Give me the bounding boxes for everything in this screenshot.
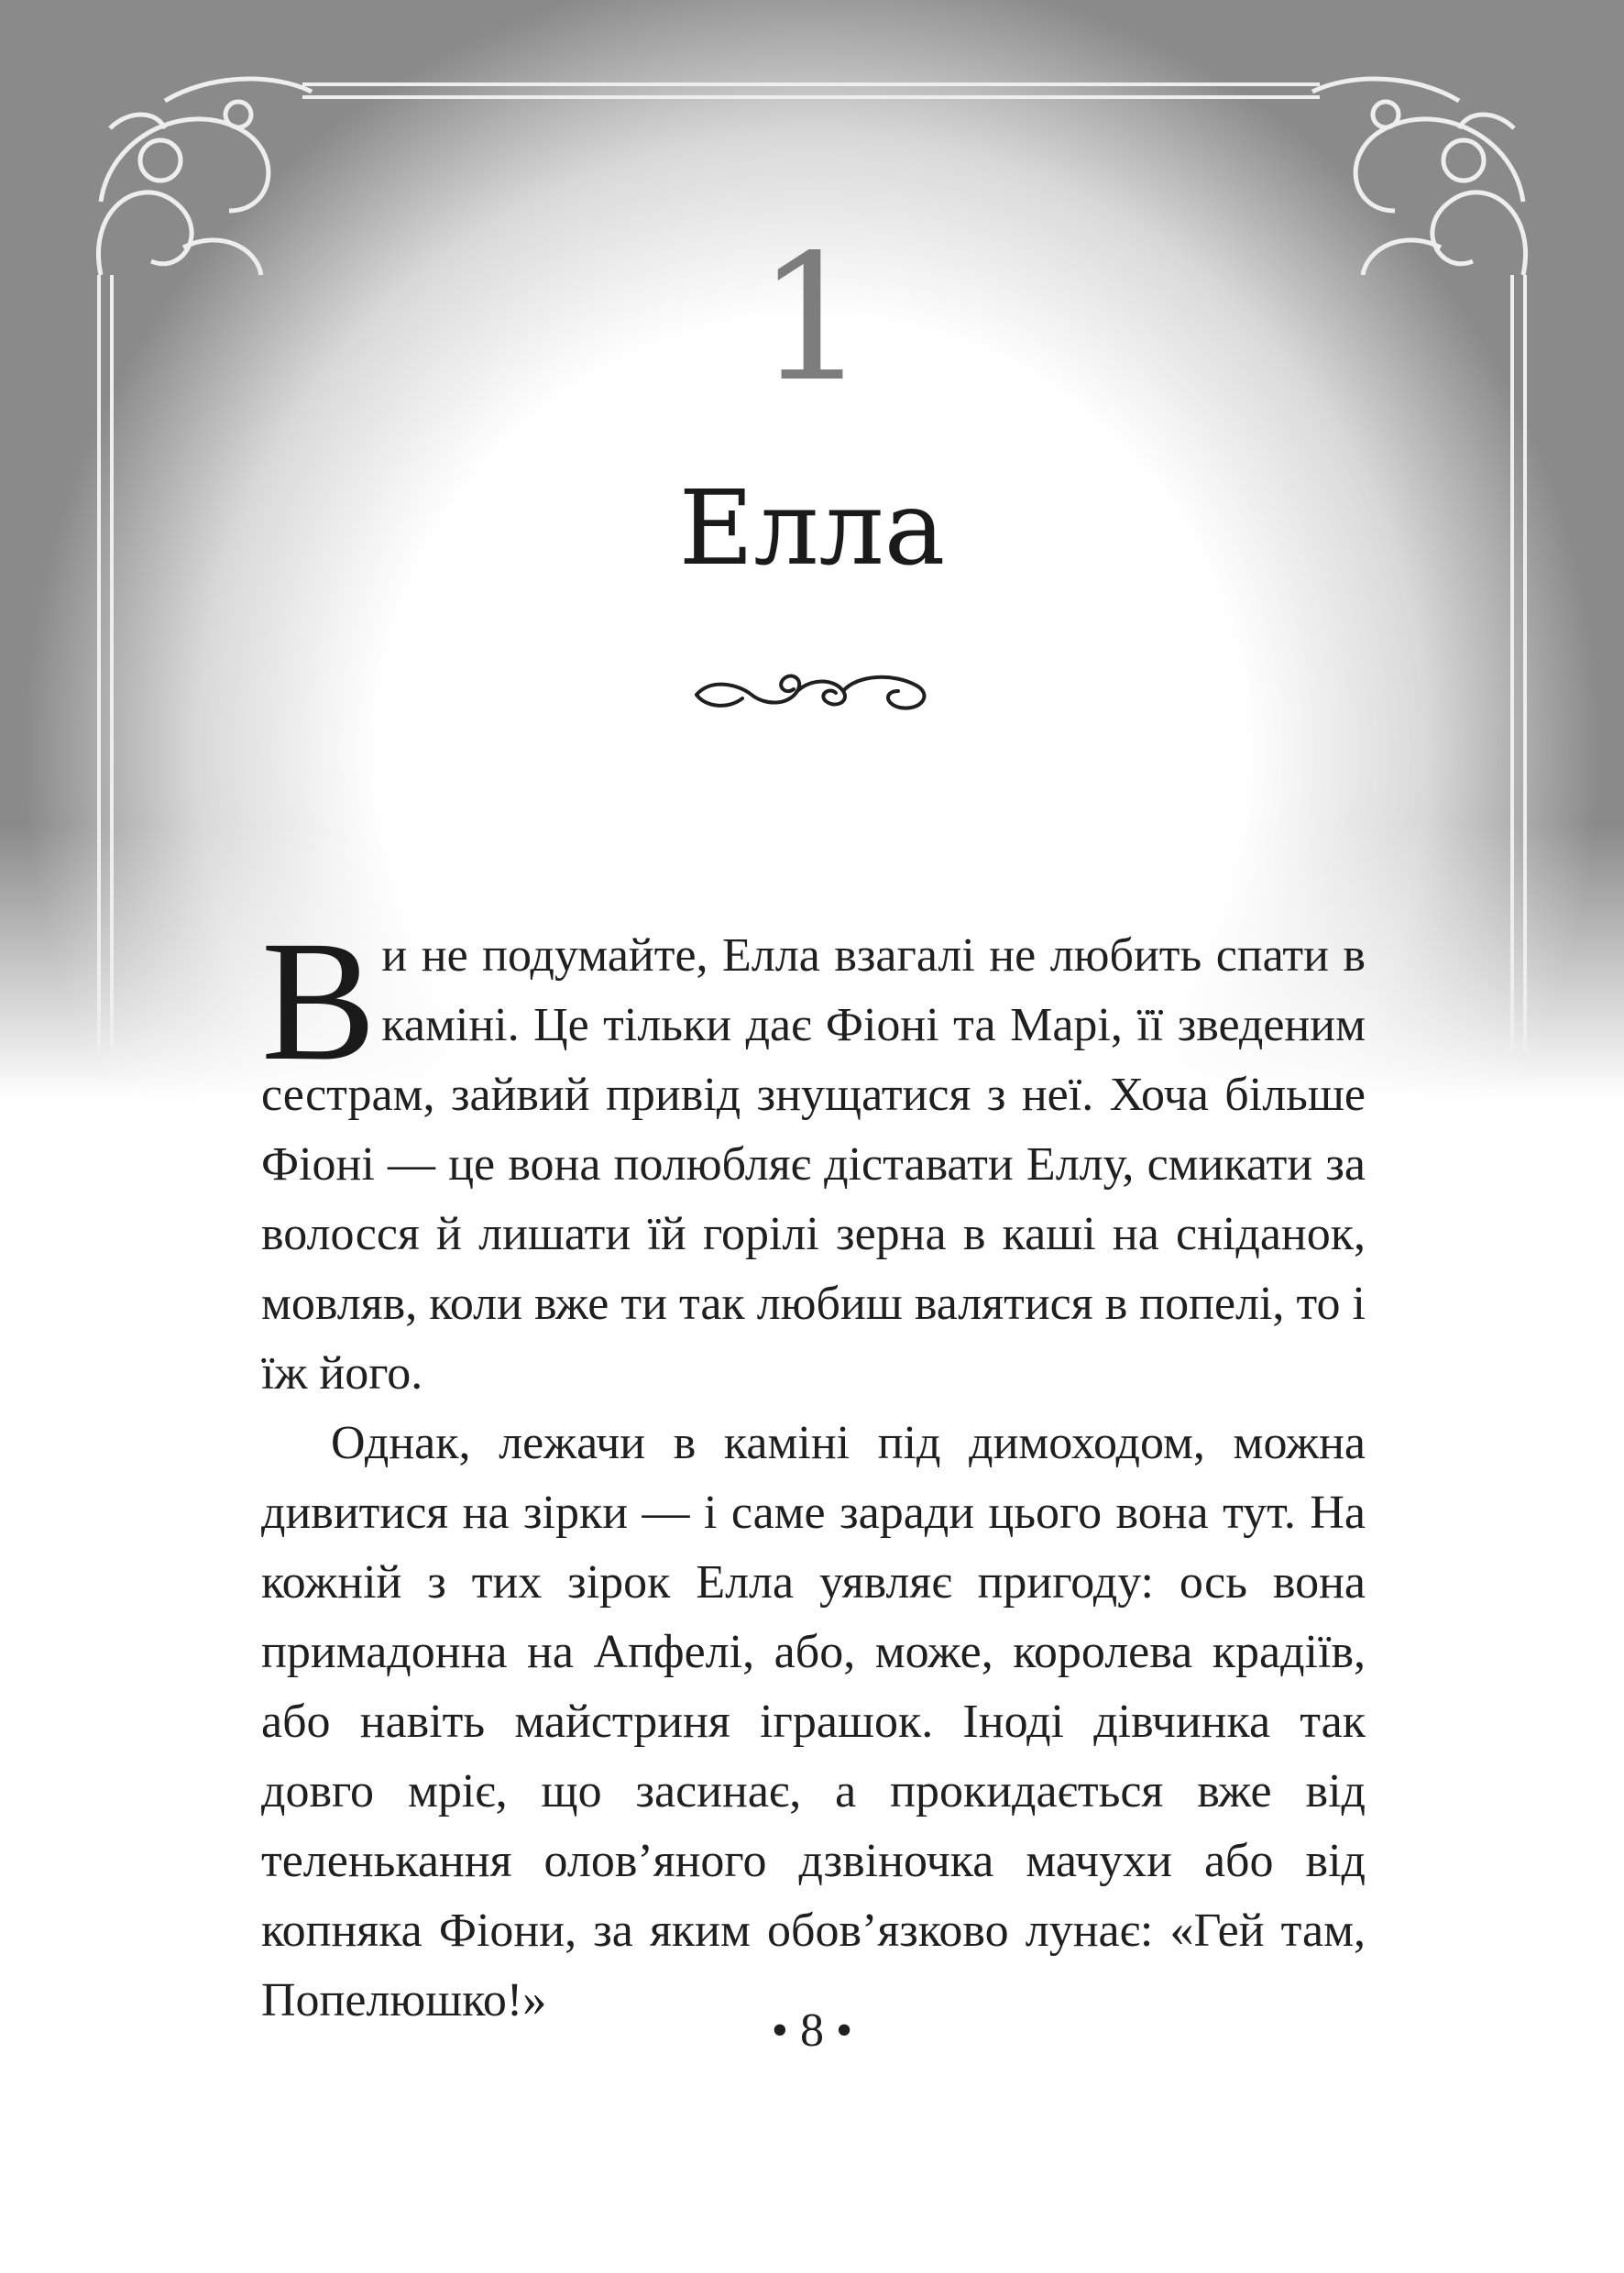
page-number: • 8 • bbox=[771, 2004, 853, 2057]
chapter-title: Елла bbox=[678, 469, 946, 588]
paragraph-2: Однак, лежачи в каміні під димоходом, можна дивитися на зірки — і саме заради цього вона тут. На кожній з тих зірок Елла уявляє пригоду: ось вона примадонна на Апфелі, або, може, королева крадіїв, або навіть майстриня іграшок. Іноді дівчинка так довго мріє, що засинає, а прокидається вже від теленькання олов’яного дзвіночка мачухи або від копняка Фіони, за яким обов’язково лунає: «Гей там, Попелюшко!» bbox=[261, 1417, 1366, 2026]
chapter-number: 1 bbox=[756, 217, 868, 420]
flourish-divider-icon bbox=[687, 658, 935, 724]
paragraph-1 bbox=[261, 905, 1366, 1409]
drop-cap: В bbox=[261, 905, 377, 1096]
paragraph-1-text: и не подумайте, Елла взагалі не любить спати в каміні. Це тільки дає Фіоні та Марі, її зведеним сестрам, зайвий привід знущатися з неї. Хоча більше Фіоні — це вона полюбляє діставати Еллу, смикати за волосся й лишати їй горілі зерна в каші на сніданок, мовляв, коли вже ти так любиш валятися в попелі, то і їж його. bbox=[261, 929, 1366, 1400]
chapter-body bbox=[261, 905, 1366, 2036]
